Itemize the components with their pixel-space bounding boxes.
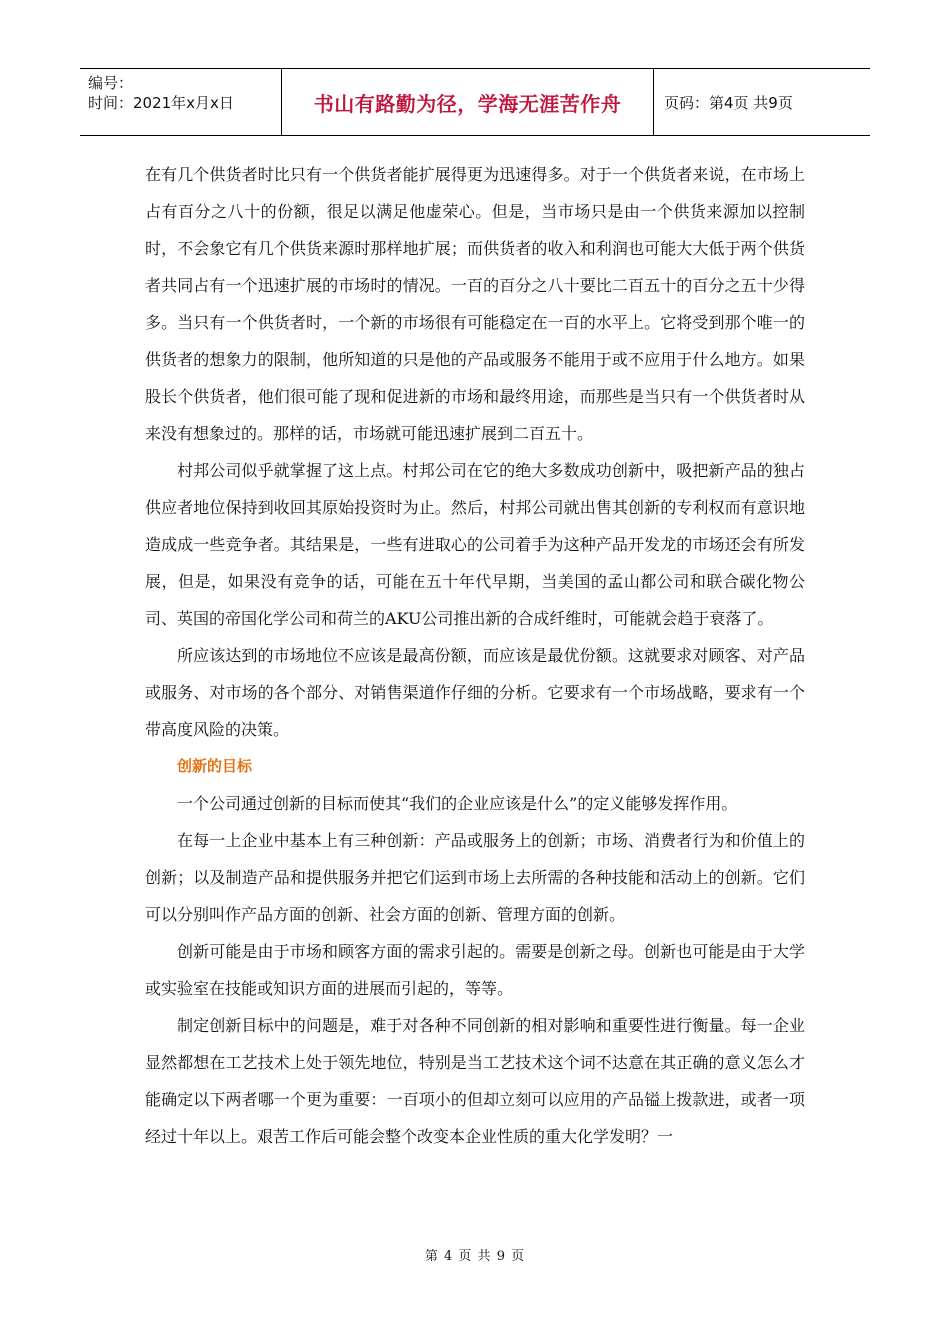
header-meta	[80, 69, 282, 135]
section-heading: 创新的目标	[177, 757, 253, 775]
header-motto: 书山有路勤为径，学海无涯苦作舟	[282, 69, 654, 135]
body-paragraph: 创新可能是由于市场和顾客方面的需求引起的。需要是创新之母。创新也可能是由于大学或实验室在技能或知识方面的进展而引起的，等等。	[145, 942, 805, 998]
page-footer: 第 4 页 共 9 页	[424, 1249, 526, 1264]
document-body	[145, 156, 805, 1155]
body-paragraph: 在有几个供货者时比只有一个供货者能扩展得更为迅速得多。对于一个供货者来说，在市场上占有百分之八十的份额，很足以满足他虚荣心。但是，当市场只是由一个供货来源加以控制时，不会象它有几个供货来源时那样地扩展；而供货者的收入和利润也可能大大低于两个供货者共同占有一个迅速扩展的市场时的情况。一百的百分之八十要比二百五十的百分之五十少得多。当只有一个供货者时，一个新的市场很有可能稳定在一百的水平上。它将受到那个唯一的供货者的想象力的限制，他所知道的只是他的产品或服务不能用于或不应用于什么地方。如果股长个供货者，他们很可能了现和促进新的市场和最终用途，而那些是当只有一个供货者时从来没有想象过的。那样的话，市场就可能迅速扩展到二百五十。	[145, 165, 805, 443]
page-header	[80, 68, 870, 136]
body-paragraph: 村邦公司似乎就掌握了这上点。村邦公司在它的绝大多数成功创新中，吸把新产品的独占供应者地位保持到收回其原始投资时为止。然后，村邦公司就出售其创新的专利权而有意识地造成成一些竞争者。其结果是，一些有进取心的公司着手为这种产品开发龙的市场还会有所发展，但是，如果没有竞争的话，可能在五十年代早期，当美国的孟山都公司和联合碳化物公司、英国的帝国化学公司和荷兰的AKU公司推出新的合成纤维时，可能就会趋于衰落了。	[145, 461, 805, 628]
body-paragraph: 所应该达到的市场地位不应该是最高份额，而应该是最优份额。这就要求对顾客、对产品或服务、对市场的各个部分、对销售渠道作仔细的分析。它要求有一个市场战略，要求有一个带高度风险的决策。	[145, 646, 805, 739]
document-date-label: 时间：2021年x月x日	[88, 94, 234, 112]
body-paragraph: 制定创新目标中的问题是，难于对各种不同创新的相对影响和重要性进行衡量。每一企业显然都想在工艺技术上处于领先地位，特别是当工艺技术这个词不达意在其正确的意义怎么才能确定以下两者哪一个更为重要：一百项小的但却立刻可以应用的产品镒上拨款进，或者一项经过十年以上。艰苦工作后可能会整个改变本企业性质的重大化学发明？一	[145, 1016, 805, 1146]
body-paragraph: 一个公司通过创新的目标而使其“我们的企业应该是什么”的定义能够发挥作用。	[177, 794, 738, 813]
document-number-label: 编号：	[88, 74, 134, 92]
header-page-number: 页码：第4页 共9页	[664, 93, 793, 112]
body-paragraph: 在每一上企业中基本上有三种创新：产品或服务上的创新；市场、消费者行为和价值上的创新；以及制造产品和提供服务并把它们运到市场上去所需的各种技能和活动上的创新。它们可以分别叫作产品方面的创新、社会方面的创新、管理方面的创新。	[145, 831, 805, 924]
